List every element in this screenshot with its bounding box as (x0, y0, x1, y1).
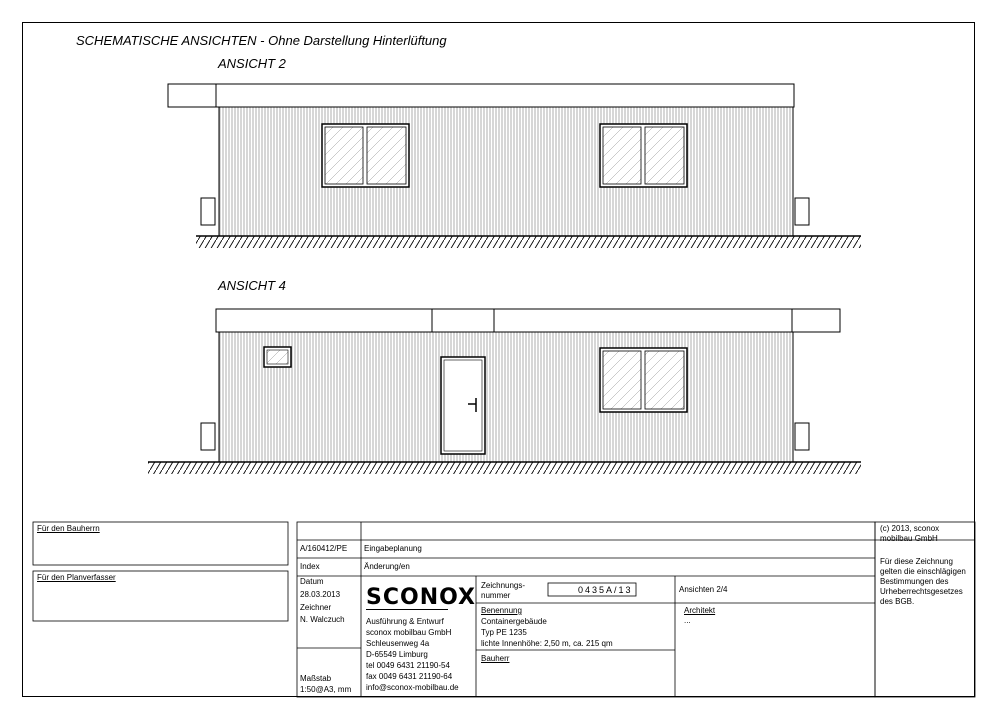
ground-hatch (148, 462, 861, 474)
ground-hatch (196, 236, 861, 248)
view-4-label: ANSICHT 4 (218, 278, 286, 293)
doc-ref: A/160412/PE (300, 544, 348, 553)
notice-line-2: gelten die einschlägigen (880, 567, 966, 576)
roof-fascia (216, 84, 794, 107)
logo-underline (366, 609, 448, 610)
bauherr2-label: Bauherr (481, 654, 510, 663)
roof-segment-2 (432, 309, 494, 332)
roof-segment-3 (494, 309, 792, 332)
company-line-2: sconox mobilbau GmbH (366, 628, 452, 637)
copyright-line-2: mobilbau GmbH (880, 534, 938, 543)
view-2-label: ANSICHT 2 (218, 56, 286, 71)
sheet-name: Ansichten 2/4 (679, 585, 728, 594)
changes-label: Änderung/en (364, 562, 410, 571)
benennung-line-2: Typ PE 1235 (481, 628, 527, 637)
sconox-logo: SCONOX (366, 585, 476, 610)
entrance-door (441, 357, 485, 454)
support-left (201, 423, 215, 450)
architekt-label: Architekt (684, 606, 716, 615)
elevation-view-4 (148, 309, 861, 474)
phase: Eingabeplanung (364, 544, 422, 553)
drawing-title: SCHEMATISCHE ANSICHTEN - Ohne Darstellung Hinterlüftung (76, 33, 447, 48)
support-left (201, 198, 215, 225)
wall-cladding (219, 332, 793, 462)
date-value: 28.03.2013 (300, 590, 341, 599)
company-line-3: Schleusenweg 4a (366, 639, 430, 648)
drafter-label: Zeichner (300, 603, 332, 612)
support-right (795, 198, 809, 225)
company-line-1: Ausführung & Entwurf (366, 617, 444, 626)
support-right (795, 423, 809, 450)
notice-line-5: des BGB. (880, 597, 915, 606)
notice-line-1: Für diese Zeichnung (880, 557, 953, 566)
notice-line-3: Bestimmungen des (880, 577, 949, 586)
company-line-7: info@sconox-mobilbau.de (366, 683, 459, 692)
drawing-no-label-2: nummer (481, 591, 511, 600)
wall-cladding (219, 107, 793, 236)
roof-overhang-left (168, 84, 216, 107)
drawing-no-label-1: Zeichnungs- (481, 581, 526, 590)
company-line-4: D-65549 Limburg (366, 650, 428, 659)
elevation-view-2 (168, 84, 861, 248)
copyright-line-1: (c) 2013, sconox (880, 524, 940, 533)
architekt-value: ... (684, 616, 691, 625)
company-line-5: tel 0049 6431 21190-54 (366, 661, 450, 670)
company-line-6: fax 0049 6431 21190-64 (366, 672, 453, 681)
scale-value: 1:50@A3, mm (300, 685, 352, 694)
planverfasser-label: Für den Planverfasser (37, 573, 116, 582)
roof-segment-1 (216, 309, 432, 332)
benennung-label: Benennung (481, 606, 522, 615)
notice-line-4: Urheberrechtsgesetzes (880, 587, 963, 596)
drafter-value: N. Walczuch (300, 615, 345, 624)
bauherr-label: Für den Bauherrn (37, 524, 100, 533)
benennung-line-3: lichte Innenhöhe: 2,50 m, ca. 215 qm (481, 639, 613, 648)
roof-overhang-right (792, 309, 840, 332)
scale-label: Maßstab (300, 674, 332, 683)
drawing-number: 0435A/13 (578, 585, 633, 595)
benennung-line-1: Containergebäude (481, 617, 547, 626)
index-label: Index (300, 562, 320, 571)
date-label: Datum (300, 577, 324, 586)
